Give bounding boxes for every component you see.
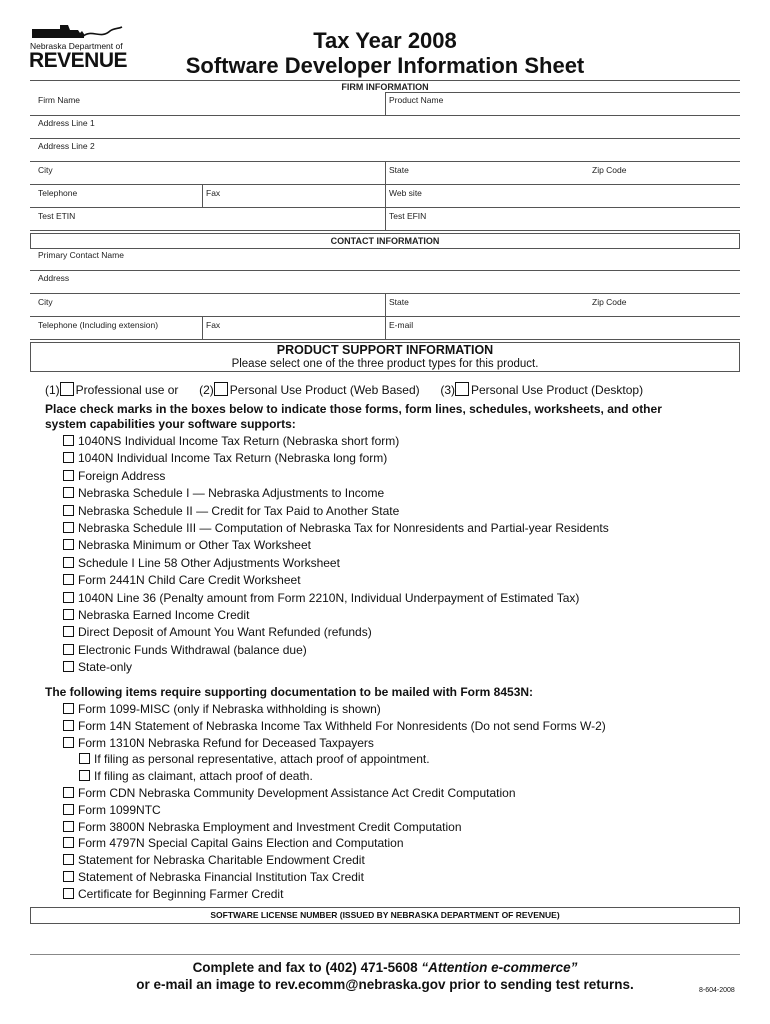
capability-checkbox[interactable] xyxy=(63,452,74,463)
logo xyxy=(29,24,128,72)
contact-city-field[interactable]: City xyxy=(38,297,53,307)
test-efin-field[interactable]: Test EFIN xyxy=(389,211,427,221)
contact-zip-field[interactable]: Zip Code xyxy=(592,297,627,307)
capability-checkbox[interactable] xyxy=(63,522,74,533)
supporting-label: If filing as claimant, attach proof of death. xyxy=(94,769,313,784)
fax-instruction: Complete and fax to (402) 471-5608 xyxy=(192,960,422,975)
capability-label: 1040N Individual Income Tax Return (Nebraska long form) xyxy=(78,451,388,466)
footer-line-2: or e-mail an image to rev.ecomm@nebraska.gov prior to sending test returns. xyxy=(136,977,634,992)
option-3-label: Personal Use Product (Desktop) xyxy=(471,383,644,397)
capability-item[interactable] xyxy=(63,573,301,587)
supporting-checkbox[interactable] xyxy=(63,787,74,798)
supporting-item[interactable] xyxy=(63,803,161,817)
product-name-field[interactable]: Product Name xyxy=(389,95,444,105)
capability-label: Nebraska Schedule III — Computation of Nebraska Tax for Nonresidents and Partial-year Residents xyxy=(78,521,609,535)
option-1-label: Professional use or xyxy=(75,383,179,397)
capability-label: Nebraska Schedule I — Nebraska Adjustments to Income xyxy=(78,486,385,501)
footer-instructions xyxy=(30,959,740,993)
contact-fax-field[interactable]: Fax xyxy=(206,320,221,330)
checkmark-instruction xyxy=(45,402,662,432)
supporting-item[interactable] xyxy=(63,702,381,716)
contact-address-field[interactable]: Address xyxy=(38,273,70,283)
capability-label: Nebraska Earned Income Credit xyxy=(78,608,250,622)
supporting-label: Form 1310N Nebraska Refund for Deceased Taxpayers xyxy=(78,735,374,750)
checkmark-instruction-line-1: Place check marks in the boxes below to indicate those forms, form lines, schedules, worksheets, and other xyxy=(45,402,662,416)
form-number: 8-604-2008 xyxy=(699,987,735,994)
capability-checkbox[interactable] xyxy=(63,574,74,585)
supporting-checkbox[interactable] xyxy=(63,720,74,731)
capability-checkbox[interactable] xyxy=(63,644,74,655)
capability-checkbox[interactable] xyxy=(63,505,74,516)
footer-line-1 xyxy=(30,959,740,976)
supporting-label: Form 3800N Nebraska Employment and Investment Credit Computation xyxy=(78,819,462,834)
test-etin-field[interactable]: Test ETIN xyxy=(38,211,76,221)
capability-label: Schedule I Line 58 Other Adjustments Worksheet xyxy=(78,555,340,570)
logo-small-text: Nebraska Department of xyxy=(30,41,123,51)
supporting-checkbox[interactable] xyxy=(63,837,74,848)
capability-checkbox[interactable] xyxy=(63,661,74,672)
capability-label: Nebraska Schedule II — Credit for Tax Paid to Another State xyxy=(78,503,400,518)
capability-item[interactable] xyxy=(63,434,399,448)
capability-item[interactable] xyxy=(63,538,311,552)
personal-desktop-checkbox[interactable] xyxy=(455,382,469,396)
option-3-number: (3) xyxy=(440,383,455,397)
capability-label: 1040NS Individual Income Tax Return (Nebraska short form) xyxy=(78,434,400,448)
option-2-number: (2) xyxy=(199,383,214,397)
title-year: Tax Year 2008 xyxy=(313,28,457,53)
supporting-item[interactable] xyxy=(63,836,404,850)
capability-item[interactable] xyxy=(63,521,609,535)
supporting-label: Form 1099NTC xyxy=(78,802,161,817)
capability-checkbox[interactable] xyxy=(63,557,74,568)
supporting-checkbox[interactable] xyxy=(63,703,74,714)
supporting-label: Statement of Nebraska Financial Institution Tax Credit xyxy=(78,870,364,884)
logo-big-text: REVENUE xyxy=(29,49,128,72)
capability-item[interactable] xyxy=(63,556,340,570)
capability-item[interactable] xyxy=(63,608,249,622)
fax-field[interactable]: Fax xyxy=(206,188,221,198)
capability-item[interactable] xyxy=(63,451,387,465)
telephone-field[interactable]: Telephone xyxy=(38,188,78,198)
supporting-label: Form 14N Statement of Nebraska Income Tax Withheld For Nonresidents (Do not send Forms W-2) xyxy=(78,718,606,733)
personal-web-checkbox[interactable] xyxy=(214,382,228,396)
product-support-heading: PRODUCT SUPPORT INFORMATION xyxy=(276,343,494,357)
state-field[interactable]: State xyxy=(389,165,409,175)
firm-information-heading: FIRM INFORMATION xyxy=(341,82,429,92)
checkmark-instruction-line-2: system capabilities your software supports: xyxy=(45,417,296,431)
website-field[interactable]: Web site xyxy=(389,188,422,198)
license-number-heading: SOFTWARE LICENSE NUMBER (ISSUED BY NEBRASKA DEPARTMENT OF REVENUE) xyxy=(210,910,560,920)
capability-checkbox[interactable] xyxy=(63,470,74,481)
option-1-number: (1) xyxy=(45,383,60,397)
supporting-item[interactable] xyxy=(63,736,374,750)
supporting-item[interactable] xyxy=(63,887,283,901)
supporting-checkbox[interactable] xyxy=(63,737,74,748)
capability-label: Nebraska Minimum or Other Tax Worksheet xyxy=(78,538,311,553)
capability-item[interactable] xyxy=(63,486,384,500)
product-type-instruction: Please select one of the three product types for this product. xyxy=(231,358,539,370)
capability-checkbox[interactable] xyxy=(63,592,74,603)
capability-item[interactable] xyxy=(63,625,372,639)
capability-checkbox[interactable] xyxy=(63,609,74,620)
supporting-checkbox[interactable] xyxy=(63,854,74,865)
capability-checkbox[interactable] xyxy=(63,539,74,550)
supporting-checkbox[interactable] xyxy=(63,821,74,832)
product-type-options xyxy=(45,382,643,397)
page-title xyxy=(150,28,620,78)
capability-label: State-only xyxy=(78,660,133,675)
firm-name-field[interactable]: Firm Name xyxy=(38,95,81,105)
option-2-label: Personal Use Product (Web Based) xyxy=(229,383,420,397)
attention-note: “Attention e-commerce” xyxy=(421,960,578,975)
supporting-checkbox[interactable] xyxy=(63,804,74,815)
supporting-item[interactable] xyxy=(63,853,365,867)
capability-item[interactable] xyxy=(63,591,579,605)
address-line-1-field[interactable]: Address Line 1 xyxy=(38,118,95,128)
capability-label: Electronic Funds Withdrawal (balance due) xyxy=(78,642,307,657)
capability-item[interactable] xyxy=(63,643,307,657)
title-name: Software Developer Information Sheet xyxy=(185,53,585,78)
contact-telephone-field[interactable]: Telephone (Including extension) xyxy=(38,320,159,330)
capability-item[interactable] xyxy=(63,469,165,483)
supporting-checkbox[interactable] xyxy=(79,753,90,764)
supporting-checkbox[interactable] xyxy=(79,770,90,781)
supporting-label: Form CDN Nebraska Community Development Assistance Act Credit Computation xyxy=(78,786,516,800)
city-field[interactable]: City xyxy=(38,165,53,175)
supporting-label: If filing as personal representative, attach proof of appointment. xyxy=(94,752,430,767)
contact-state-field[interactable]: State xyxy=(389,297,409,307)
capability-label: Foreign Address xyxy=(78,468,166,483)
supporting-item[interactable] xyxy=(79,769,313,783)
zip-code-field[interactable]: Zip Code xyxy=(592,165,627,175)
capability-item[interactable] xyxy=(63,660,132,674)
capability-item[interactable] xyxy=(63,504,399,518)
supporting-label: Form 1099-MISC (only if Nebraska withholding is shown) xyxy=(78,702,381,716)
capability-label: 1040N Line 36 (Penalty amount from Form 2210N, Individual Underpayment of Estimated Tax) xyxy=(78,590,580,605)
contact-email-field[interactable]: E-mail xyxy=(389,320,414,330)
supporting-item[interactable] xyxy=(63,820,462,834)
supporting-item[interactable] xyxy=(63,719,606,733)
supporting-label: Form 4797N Special Capital Gains Election and Computation xyxy=(78,836,404,851)
professional-use-checkbox[interactable] xyxy=(60,382,74,396)
supporting-item[interactable] xyxy=(63,870,364,884)
supporting-checkbox[interactable] xyxy=(63,888,74,899)
supporting-documentation-heading: The following items require supporting documentation to be mailed with Form 8453N: xyxy=(45,685,534,699)
supporting-item[interactable] xyxy=(63,786,516,800)
address-line-2-field[interactable]: Address Line 2 xyxy=(38,141,95,151)
capability-label: Direct Deposit of Amount You Want Refunded (refunds) xyxy=(78,625,372,640)
capability-label: Form 2441N Child Care Credit Worksheet xyxy=(78,573,301,588)
supporting-item[interactable] xyxy=(79,752,430,766)
supporting-checkbox[interactable] xyxy=(63,871,74,882)
supporting-label: Certificate for Beginning Farmer Credit xyxy=(78,886,284,901)
capability-checkbox[interactable] xyxy=(63,435,74,446)
contact-information-heading: CONTACT INFORMATION xyxy=(330,236,440,246)
primary-contact-field[interactable]: Primary Contact Name xyxy=(38,250,124,260)
supporting-label: Statement for Nebraska Charitable Endowment Credit xyxy=(78,853,365,868)
capability-checkbox[interactable] xyxy=(63,487,74,498)
capability-checkbox[interactable] xyxy=(63,626,74,637)
